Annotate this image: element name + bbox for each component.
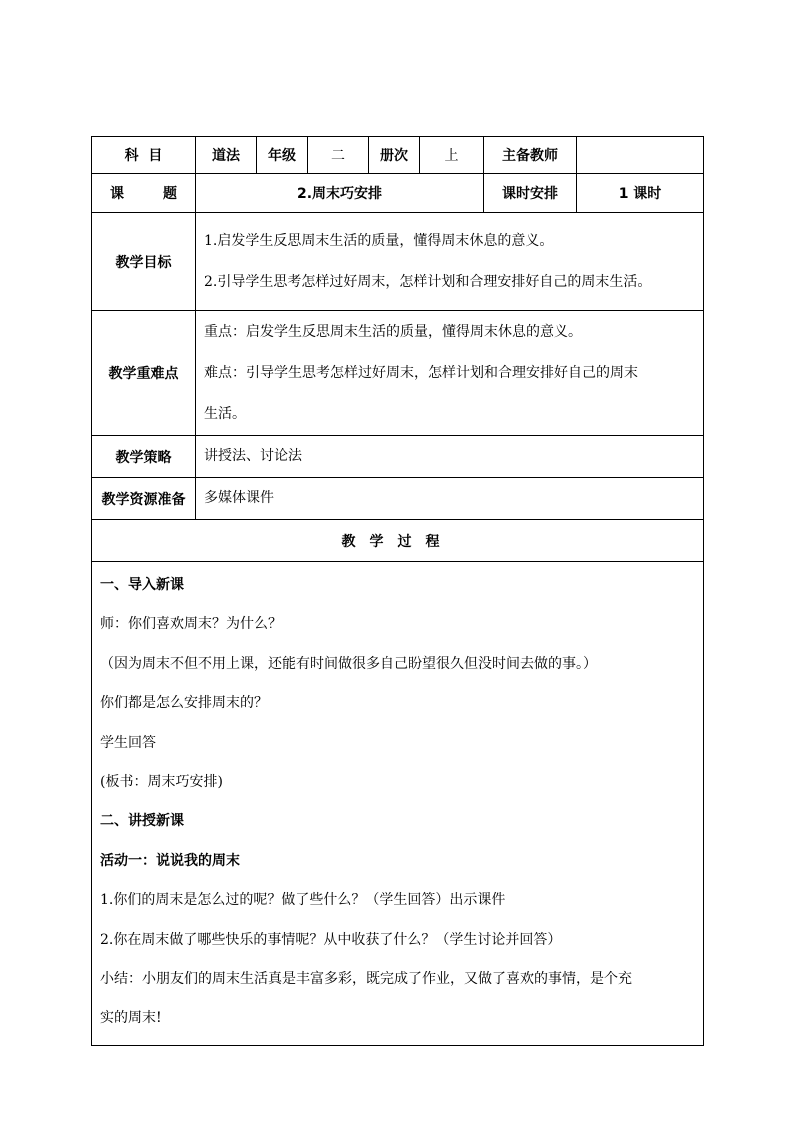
strategy-label: 教学策略	[92, 436, 196, 478]
key-point-line: 重点：启发学生反思周末生活的质量，懂得周末休息的意义。	[204, 323, 582, 340]
process-line: （因为周末不但不用上课，还能有时间做很多自己盼望很久但没时间去做的事。）	[100, 655, 597, 672]
process-heading: 活动一：说说我的周末	[100, 852, 240, 869]
process-title-row	[92, 520, 704, 562]
volume-value: 上	[420, 137, 484, 174]
hours-value: 1 课时	[577, 174, 704, 213]
goals-content	[196, 213, 704, 311]
process-line: 师：你们喜欢周末？为什么？	[100, 616, 282, 633]
resources-label: 教学资源准备	[92, 478, 196, 520]
key-points-label: 教学重难点	[92, 311, 196, 436]
subject-label: 科 目	[92, 137, 196, 174]
goals-row	[92, 213, 704, 311]
process-line: (板书：周末巧安排)	[100, 774, 223, 791]
process-heading: 一、导入新课	[100, 577, 184, 593]
process-row	[92, 562, 704, 1046]
subject-value: 道法	[196, 137, 257, 174]
process-line: 学生回答	[100, 734, 156, 751]
resources-row	[92, 478, 704, 520]
process-line: 实的周末!	[100, 1010, 162, 1027]
topic-value: 2.周末巧安排	[196, 174, 484, 213]
process-line: 2.你在周末做了哪些快乐的事情呢？从中收获了什么？（学生讨论并回答）	[100, 931, 562, 948]
resources-value: 多媒体课件	[196, 478, 704, 520]
key-point-line: 难点：引导学生思考怎样过好周末，怎样计划和合理安排好自己的周末	[204, 364, 638, 381]
goals-label: 教学目标	[92, 213, 196, 311]
lesson-plan-table	[91, 136, 704, 1046]
process-title: 教学过程	[92, 520, 704, 562]
topic-label: 课 题	[92, 174, 196, 213]
process-line: 你们都是怎么安排周末的？	[100, 695, 268, 712]
topic-row	[92, 174, 704, 213]
teacher-label: 主备教师	[484, 137, 577, 174]
volume-label: 册次	[369, 137, 420, 174]
process-lines	[100, 566, 695, 1039]
teacher-value	[577, 137, 704, 174]
process-content	[92, 562, 704, 1046]
header-row	[92, 137, 704, 174]
goal-line: 2.引导学生思考怎样过好周末，怎样计划和合理安排好自己的周末生活。	[204, 273, 652, 290]
process-heading: 二、讲授新课	[100, 813, 184, 830]
strategy-row	[92, 436, 704, 478]
lesson-plan	[91, 136, 703, 1046]
hours-label: 课时安排	[484, 174, 577, 213]
key-point-line: 生活。	[204, 405, 246, 422]
grade-value: 二	[308, 137, 369, 174]
key-points-content	[196, 311, 704, 436]
grade-label: 年级	[257, 137, 308, 174]
process-line: 小结：小朋友们的周末生活真是丰富多彩，既完成了作业，又做了喜欢的事情，是个充	[100, 971, 632, 988]
process-line: 1.你们的周末是怎么过的呢？做了些什么？（学生回答）出示课件	[100, 892, 506, 909]
strategy-value: 讲授法、讨论法	[196, 436, 704, 478]
key-points-row	[92, 311, 704, 436]
goal-line: 1.启发学生反思周末生活的质量，懂得周末休息的意义。	[204, 232, 554, 249]
